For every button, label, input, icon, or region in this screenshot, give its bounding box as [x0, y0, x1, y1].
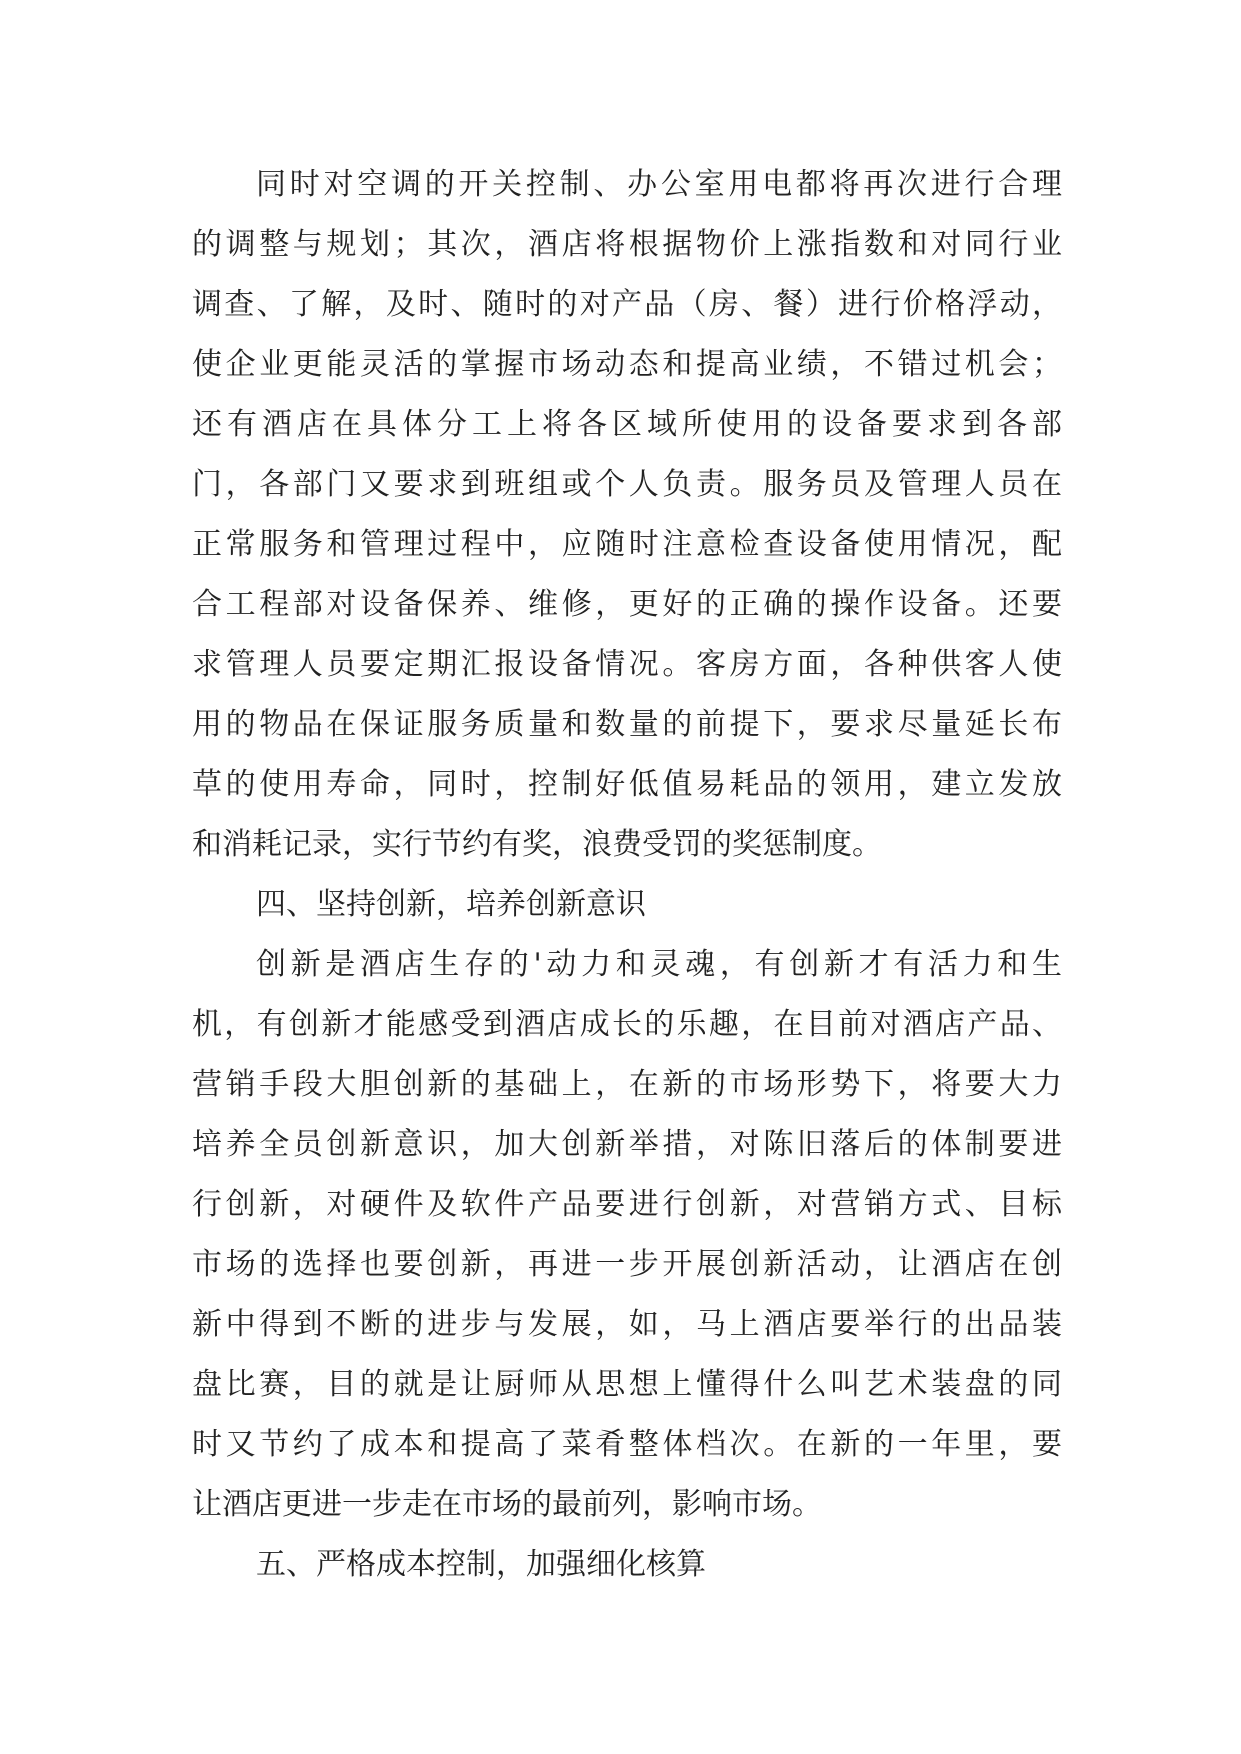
text-line: 五、严格成本控制，加强细化核算: [256, 1547, 706, 1582]
text-line: 市场的选择也要创新，再进一步开展创新活动，让酒店在创: [192, 1247, 1062, 1282]
text-line: 使企业更能灵活的掌握市场动态和提高业绩，不错过机会；: [192, 347, 1062, 382]
text-line: 营销手段大胆创新的基础上，在新的市场形势下，将要大力: [192, 1067, 1062, 1102]
text-line: 门，各部门又要求到班组或个人负责。服务员及管理人员在: [192, 467, 1062, 502]
text-line: 和消耗记录，实行节约有奖，浪费受罚的奖惩制度。: [192, 827, 882, 862]
text-line: 让酒店更进一步走在市场的最前列，影响市场。: [192, 1487, 822, 1522]
text-line: 用的物品在保证服务质量和数量的前提下，要求尽量延长布: [192, 707, 1062, 742]
text-line: 合工程部对设备保养、维修，更好的正确的操作设备。还要: [192, 587, 1062, 622]
text-line: 新中得到不断的进步与发展，如，马上酒店要举行的出品装: [192, 1307, 1062, 1342]
text-line: 同时对空调的开关控制、办公室用电都将再次进行合理: [256, 167, 1062, 202]
document-body: [192, 155, 1062, 1595]
text-line: 还有酒店在具体分工上将各区域所使用的设备要求到各部: [192, 407, 1062, 442]
text-line: 时又节约了成本和提高了菜肴整体档次。在新的一年里，要: [192, 1427, 1062, 1462]
text-line: 培养全员创新意识，加大创新举措，对陈旧落后的体制要进: [192, 1127, 1062, 1162]
text-line: 求管理人员要定期汇报设备情况。客房方面，各种供客人使: [192, 647, 1062, 682]
text-line: 机，有创新才能感受到酒店成长的乐趣，在目前对酒店产品、: [192, 1007, 1062, 1042]
text-line: 四、坚持创新，培养创新意识: [256, 887, 646, 922]
text-line: 的调整与规划；其次，酒店将根据物价上涨指数和对同行业: [192, 227, 1062, 262]
text-line: 盘比赛，目的就是让厨师从思想上懂得什么叫艺术装盘的同: [192, 1367, 1062, 1402]
text-line: 行创新，对硬件及软件产品要进行创新，对营销方式、目标: [192, 1187, 1062, 1222]
text-line: 正常服务和管理过程中，应随时注意检查设备使用情况，配: [192, 527, 1062, 562]
text-line: 草的使用寿命，同时，控制好低值易耗品的领用，建立发放: [192, 767, 1062, 802]
text-line: 调查、了解，及时、随时的对产品（房、餐）进行价格浮动，: [192, 287, 1062, 322]
text-line: 创新是酒店生存的'动力和灵魂，有创新才有活力和生: [256, 947, 1062, 982]
